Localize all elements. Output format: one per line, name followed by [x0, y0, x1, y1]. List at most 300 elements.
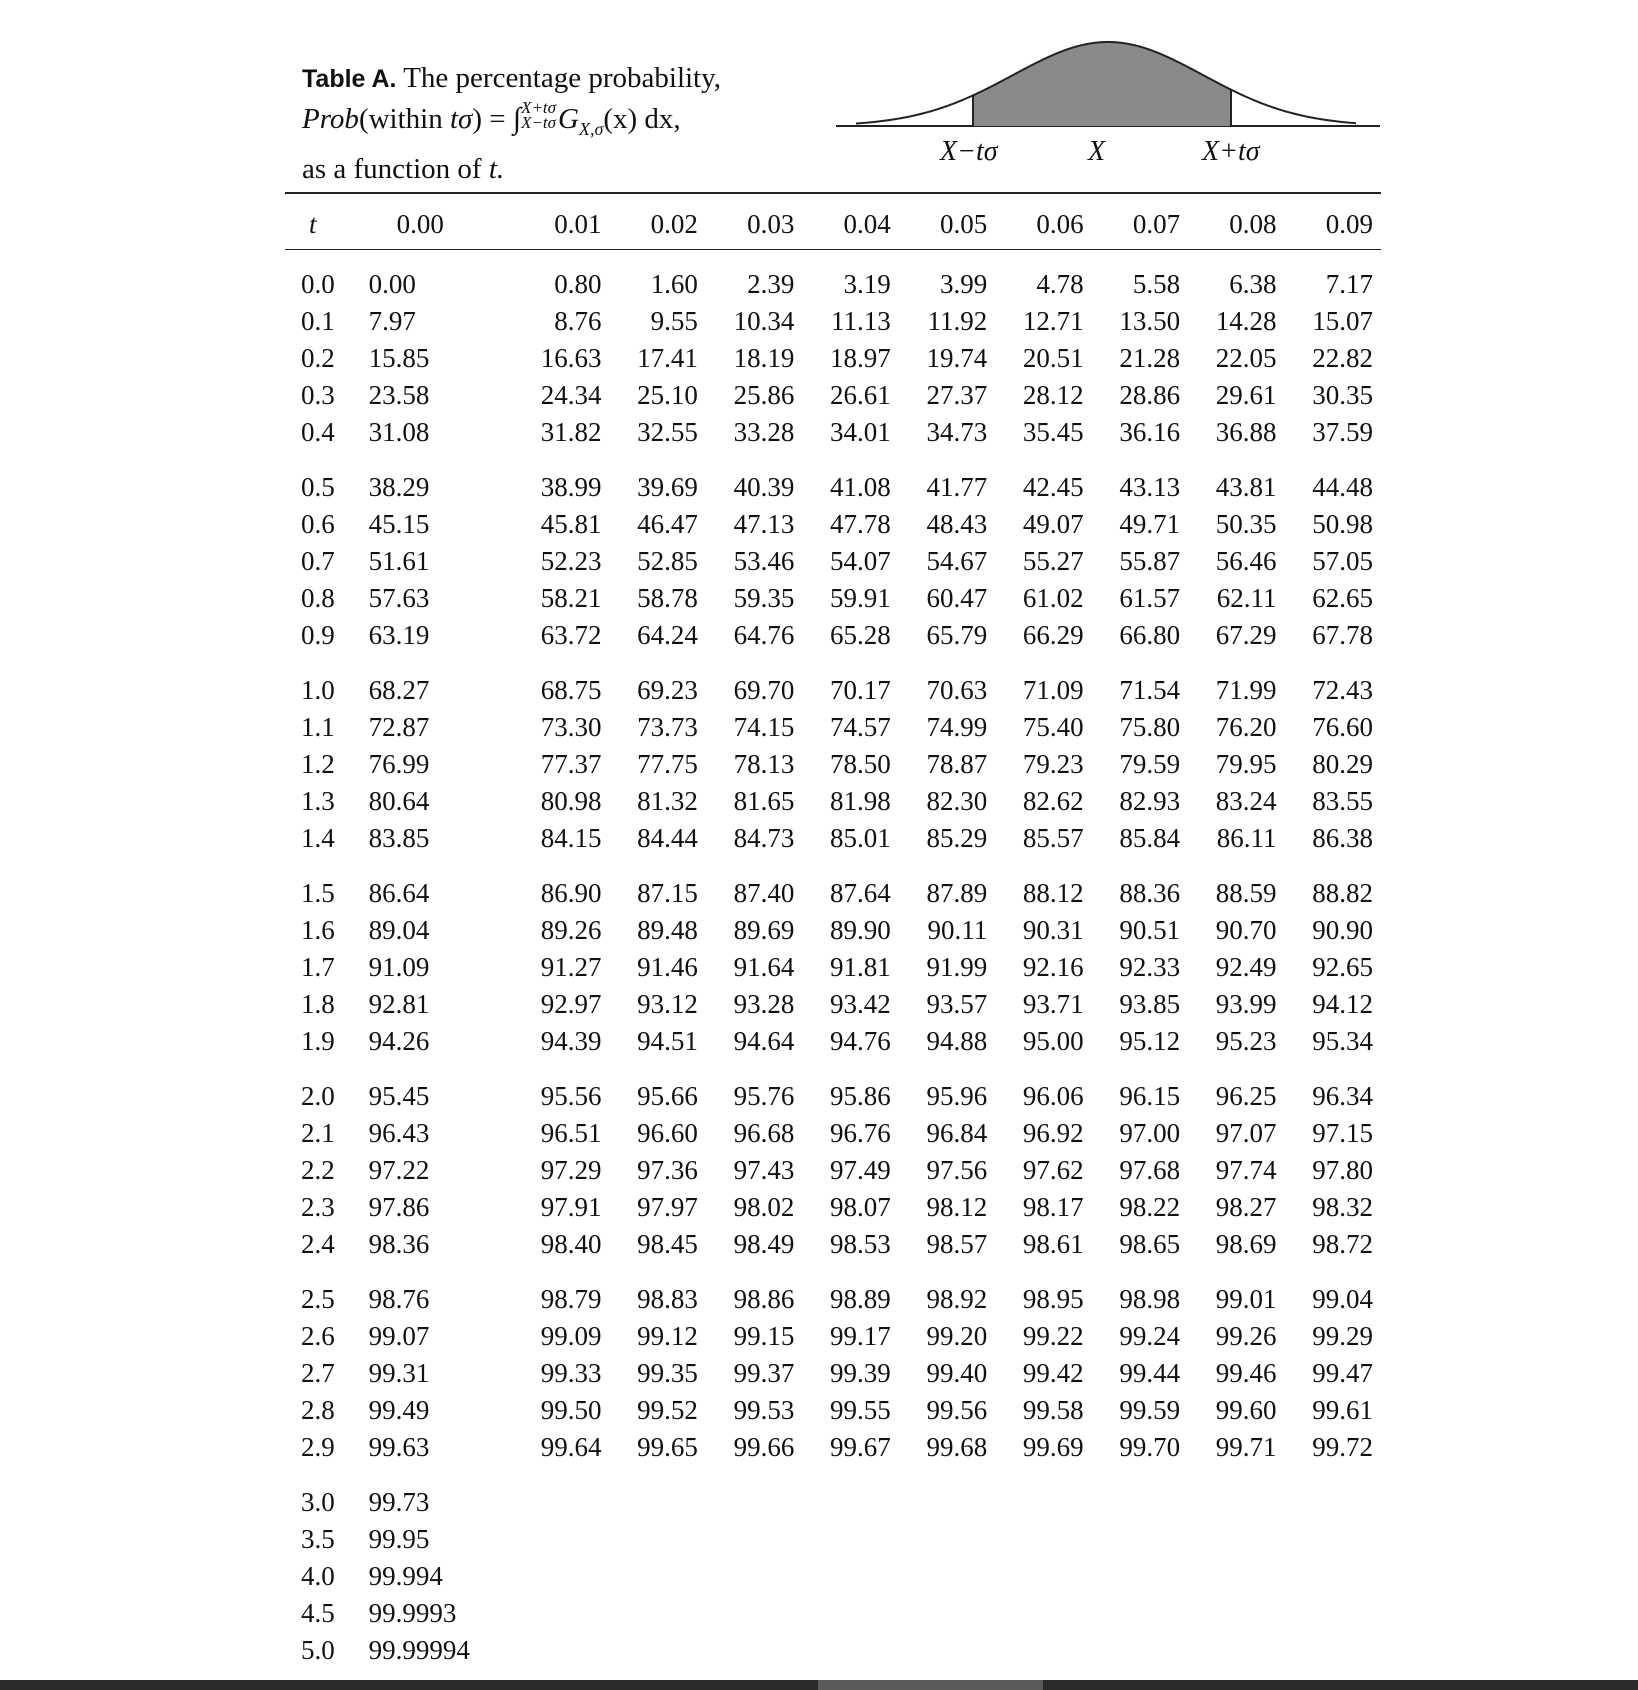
header-cell: 0.09	[1325, 208, 1373, 239]
prob-cell: 67.29	[1215, 620, 1277, 650]
prob-cell: 98.45	[637, 1229, 698, 1259]
t-value-cell: 0.0	[301, 269, 335, 299]
prob-cell	[802, 1484, 898, 1521]
prob-cell: 77.37	[540, 749, 602, 779]
prob-cell: 98.89	[830, 1284, 891, 1314]
prob-cell: 8.76	[554, 306, 602, 336]
prob-cell: 94.12	[1312, 989, 1373, 1019]
spacer-cell	[285, 654, 1381, 672]
table-caption	[302, 58, 721, 189]
prob-cell: 97.97	[637, 1192, 698, 1222]
t-value-cell: 1.1	[301, 712, 335, 742]
prob-cell: 88.59	[1215, 878, 1277, 908]
t-value-cell: 0.9	[301, 620, 335, 650]
prob-cell: 47.13	[733, 509, 795, 539]
prob-cell: 79.59	[1119, 749, 1181, 779]
prob-cell: 18.97	[830, 343, 891, 373]
prob-cell: 83.24	[1215, 786, 1277, 816]
prob-cell: 93.12	[637, 989, 698, 1019]
prob-cell: 54.67	[926, 546, 988, 576]
prob-cell: 50.35	[1215, 509, 1277, 539]
prob-cell: 15.85	[368, 343, 430, 373]
prob-cell	[1285, 1632, 1381, 1669]
prob-cell: 64.76	[733, 620, 795, 650]
prob-cell: 12.71	[1022, 306, 1084, 336]
prob-cell: 99.44	[1119, 1358, 1181, 1388]
prob-cell: 72.87	[368, 712, 430, 742]
prob-cell: 95.96	[926, 1081, 988, 1111]
prob-cell: 49.71	[1119, 509, 1181, 539]
prob-cell: 90.51	[1119, 915, 1181, 945]
prob-cell	[995, 1521, 1091, 1558]
prob-cell: 93.99	[1215, 989, 1277, 1019]
prob-cell: 48.43	[926, 509, 988, 539]
prob-cell: 99.33	[540, 1358, 602, 1388]
formula-integrand-rest: (x) dx,	[603, 103, 681, 135]
table-row	[285, 1189, 1381, 1226]
prob-cell	[899, 1521, 995, 1558]
table-row	[285, 1115, 1381, 1152]
prob-cell: 94.26	[368, 1026, 430, 1056]
table-row	[285, 1632, 1381, 1669]
prob-cell: 42.45	[1022, 472, 1084, 502]
prob-cell	[513, 1632, 609, 1669]
prob-cell: 99.58	[1022, 1395, 1084, 1425]
prob-cell: 78.50	[830, 749, 891, 779]
prob-cell: 99.17	[830, 1321, 891, 1351]
table-row	[285, 1595, 1381, 1632]
prob-cell: 74.57	[830, 712, 891, 742]
prob-cell: 94.39	[540, 1026, 602, 1056]
prob-cell: 99.42	[1022, 1358, 1084, 1388]
prob-cell: 97.62	[1022, 1155, 1084, 1185]
table-row	[285, 875, 1381, 912]
prob-cell: 96.84	[926, 1118, 988, 1148]
t-value-cell: 2.3	[301, 1192, 335, 1222]
prob-cell: 92.33	[1119, 952, 1181, 982]
caption-text-3: as a function of	[302, 152, 489, 185]
prob-cell	[513, 1484, 609, 1521]
table-row	[285, 377, 1381, 414]
prob-cell	[899, 1632, 995, 1669]
t-value-cell: 1.3	[301, 786, 335, 816]
prob-cell: 87.64	[830, 878, 891, 908]
prob-cell: 0.00	[368, 269, 416, 299]
prob-cell: 96.76	[830, 1118, 891, 1148]
header-cell: 0.02	[650, 208, 698, 239]
prob-cell: 99.59	[1119, 1395, 1181, 1425]
shaded-area	[973, 42, 1231, 126]
prob-cell: 9.55	[650, 306, 698, 336]
table-row	[285, 1023, 1381, 1060]
prob-cell	[1188, 1632, 1284, 1669]
prob-cell: 97.29	[540, 1155, 602, 1185]
spacer-row	[285, 654, 1381, 672]
prob-cell	[609, 1521, 705, 1558]
prob-cell: 96.68	[733, 1118, 795, 1148]
prob-cell	[995, 1558, 1091, 1595]
prob-cell: 71.99	[1215, 675, 1277, 705]
prob-cell: 96.92	[1022, 1118, 1084, 1148]
table-row	[285, 1281, 1381, 1318]
prob-cell: 7.17	[1325, 269, 1373, 299]
prob-cell	[609, 1484, 705, 1521]
prob-cell: 99.20	[926, 1321, 988, 1351]
prob-cell	[995, 1595, 1091, 1632]
prob-cell: 21.28	[1119, 343, 1181, 373]
prob-cell: 98.32	[1312, 1192, 1373, 1222]
prob-cell: 95.45	[368, 1081, 430, 1111]
caption-line-3	[302, 149, 721, 189]
prob-cell	[1188, 1521, 1284, 1558]
prob-cell: 99.40	[926, 1358, 988, 1388]
prob-cell: 97.22	[368, 1155, 430, 1185]
table-row	[285, 1355, 1381, 1392]
prob-cell: 55.27	[1022, 546, 1084, 576]
t-value-cell: 2.6	[301, 1321, 335, 1351]
prob-cell: 82.30	[926, 786, 988, 816]
prob-cell: 73.30	[540, 712, 602, 742]
header-cell: 0.01	[554, 208, 602, 239]
label-x-plus-tsigma: X+tσ	[1202, 136, 1260, 167]
prob-cell: 58.78	[637, 583, 698, 613]
prob-cell: 98.36	[368, 1229, 430, 1259]
prob-cell: 74.99	[926, 712, 988, 742]
prob-cell: 98.92	[926, 1284, 988, 1314]
prob-cell: 11.13	[831, 306, 891, 336]
prob-cell: 53.46	[733, 546, 795, 576]
prob-cell: 99.67	[830, 1432, 891, 1462]
prob-cell: 81.98	[830, 786, 891, 816]
prob-cell: 96.51	[540, 1118, 602, 1148]
prob-cell	[1188, 1595, 1284, 1632]
prob-cell: 10.34	[733, 306, 795, 336]
prob-cell: 82.93	[1119, 786, 1181, 816]
prob-cell: 59.91	[830, 583, 891, 613]
prob-cell	[1092, 1595, 1188, 1632]
prob-cell: 28.86	[1119, 380, 1181, 410]
header-cell: 0.07	[1132, 208, 1181, 239]
prob-cell: 64.24	[637, 620, 698, 650]
prob-cell: 99.68	[926, 1432, 988, 1462]
prob-cell	[609, 1595, 705, 1632]
table-row	[285, 1078, 1381, 1115]
prob-cell: 99.52	[637, 1395, 698, 1425]
prob-cell: 79.23	[1022, 749, 1084, 779]
prob-cell	[609, 1632, 705, 1669]
prob-cell: 71.54	[1119, 675, 1181, 705]
table-row	[285, 1392, 1381, 1429]
prob-cell	[802, 1521, 898, 1558]
prob-cell: 73.73	[637, 712, 698, 742]
prob-cell: 99.31	[368, 1358, 430, 1388]
prob-cell: 59.35	[733, 583, 795, 613]
prob-cell: 19.74	[926, 343, 988, 373]
prob-cell	[1092, 1558, 1188, 1595]
prob-cell: 99.70	[1119, 1432, 1181, 1462]
prob-cell: 99.12	[637, 1321, 698, 1351]
prob-cell: 97.43	[733, 1155, 795, 1185]
prob-cell: 29.61	[1215, 380, 1277, 410]
prob-cell: 99.37	[733, 1358, 795, 1388]
prob-cell: 87.15	[637, 878, 698, 908]
prob-cell: 22.82	[1312, 343, 1373, 373]
prob-cell: 80.29	[1312, 749, 1373, 779]
prob-cell: 43.13	[1119, 472, 1181, 502]
prob-cell: 11.92	[927, 306, 988, 336]
t-value-cell: 0.8	[301, 583, 335, 613]
prob-cell	[995, 1632, 1091, 1669]
prob-cell: 98.27	[1215, 1192, 1277, 1222]
prob-cell: 99.61	[1312, 1395, 1373, 1425]
t-value-cell: 2.2	[301, 1155, 335, 1185]
bottom-bar	[0, 1680, 1638, 1690]
table-body	[285, 196, 1381, 1669]
spacer-cell	[285, 451, 1381, 469]
prob-cell: 98.76	[368, 1284, 430, 1314]
prob-cell: 99.99994	[368, 1635, 470, 1665]
probability-table	[285, 196, 1381, 1669]
prob-cell: 99.35	[637, 1358, 698, 1388]
t-value-cell: 1.2	[301, 749, 335, 779]
spacer-cell	[285, 1263, 1381, 1281]
prob-cell: 99.994	[368, 1561, 443, 1591]
prob-cell: 7.97	[368, 306, 416, 336]
t-value-cell: 5.0	[301, 1635, 335, 1665]
prob-cell: 99.46	[1215, 1358, 1277, 1388]
prob-cell: 98.53	[830, 1229, 891, 1259]
table-row	[285, 506, 1381, 543]
prob-cell: 92.97	[540, 989, 602, 1019]
prob-cell: 37.59	[1312, 417, 1373, 447]
prob-cell: 71.09	[1022, 675, 1084, 705]
prob-cell	[1188, 1558, 1284, 1595]
prob-cell: 99.15	[733, 1321, 795, 1351]
prob-cell: 76.60	[1312, 712, 1373, 742]
prob-cell	[802, 1632, 898, 1669]
prob-cell: 52.23	[540, 546, 602, 576]
prob-cell: 98.95	[1022, 1284, 1084, 1314]
prob-cell: 33.28	[733, 417, 795, 447]
t-value-cell: 0.4	[301, 417, 335, 447]
prob-cell: 97.07	[1215, 1118, 1277, 1148]
prob-cell: 57.05	[1312, 546, 1373, 576]
prob-cell: 93.42	[830, 989, 891, 1019]
table-row	[285, 340, 1381, 377]
t-value-cell: 1.0	[301, 675, 335, 705]
header-cell: 0.05	[939, 208, 988, 239]
t-value-cell: 3.0	[301, 1487, 335, 1517]
prob-cell: 97.36	[637, 1155, 698, 1185]
prob-cell: 49.07	[1022, 509, 1084, 539]
prob-cell	[1092, 1632, 1188, 1669]
prob-cell: 96.25	[1215, 1081, 1277, 1111]
prob-cell: 77.75	[637, 749, 698, 779]
prob-cell: 78.87	[926, 749, 988, 779]
bottom-bar-segment	[818, 1680, 1043, 1690]
prob-cell: 91.81	[830, 952, 891, 982]
prob-cell: 85.84	[1119, 823, 1181, 853]
prob-cell: 89.48	[637, 915, 698, 945]
prob-cell: 89.90	[830, 915, 891, 945]
prob-cell: 3.19	[843, 269, 891, 299]
prob-cell: 93.57	[926, 989, 988, 1019]
prob-cell: 5.58	[1132, 269, 1181, 299]
prob-cell: 81.32	[637, 786, 698, 816]
prob-cell: 74.15	[733, 712, 795, 742]
table-row	[285, 783, 1381, 820]
prob-cell: 91.09	[368, 952, 430, 982]
t-value-cell: 0.1	[301, 306, 335, 336]
prob-cell: 95.56	[540, 1081, 602, 1111]
prob-cell: 99.56	[926, 1395, 988, 1425]
prob-cell: 61.57	[1119, 583, 1181, 613]
table-row	[285, 580, 1381, 617]
prob-cell: 23.58	[368, 380, 430, 410]
top-rule	[285, 192, 1381, 194]
prob-cell: 99.72	[1312, 1432, 1373, 1462]
t-value-cell: 4.5	[301, 1598, 335, 1628]
prob-cell: 24.34	[540, 380, 602, 410]
prob-cell: 97.15	[1312, 1118, 1373, 1148]
prob-cell: 98.49	[733, 1229, 795, 1259]
t-value-cell: 0.2	[301, 343, 335, 373]
prob-cell: 97.56	[926, 1155, 988, 1185]
prob-cell: 17.41	[637, 343, 698, 373]
prob-cell: 98.61	[1022, 1229, 1084, 1259]
prob-cell: 85.57	[1022, 823, 1084, 853]
prob-cell: 96.60	[637, 1118, 698, 1148]
prob-cell: 98.12	[926, 1192, 988, 1222]
prob-cell: 16.63	[540, 343, 602, 373]
prob-cell: 99.64	[540, 1432, 602, 1462]
prob-cell: 80.64	[368, 786, 430, 816]
prob-cell: 51.61	[368, 546, 430, 576]
prob-cell: 90.31	[1022, 915, 1084, 945]
prob-cell: 96.15	[1119, 1081, 1181, 1111]
prob-cell: 84.73	[733, 823, 795, 853]
prob-cell: 27.37	[926, 380, 988, 410]
prob-cell: 98.22	[1119, 1192, 1181, 1222]
prob-cell: 44.48	[1312, 472, 1373, 502]
prob-cell: 14.28	[1215, 306, 1277, 336]
table-row	[285, 1484, 1381, 1521]
prob-cell: 81.65	[733, 786, 795, 816]
prob-cell: 68.75	[540, 675, 602, 705]
prob-cell	[706, 1484, 802, 1521]
table-row	[285, 543, 1381, 580]
prob-cell: 98.69	[1215, 1229, 1277, 1259]
prob-cell: 38.29	[368, 472, 430, 502]
t-value-cell: 2.9	[301, 1432, 335, 1462]
table-row	[285, 1226, 1381, 1263]
formula-integrand: G	[558, 103, 579, 135]
prob-cell: 91.99	[926, 952, 988, 982]
prob-cell	[802, 1595, 898, 1632]
prob-cell: 99.71	[1215, 1432, 1277, 1462]
prob-cell: 39.69	[637, 472, 698, 502]
prob-cell: 88.36	[1119, 878, 1181, 908]
t-value-cell: 1.5	[301, 878, 335, 908]
prob-cell: 38.99	[540, 472, 602, 502]
prob-cell: 34.73	[926, 417, 988, 447]
prob-cell: 97.74	[1215, 1155, 1277, 1185]
prob-cell: 70.17	[830, 675, 891, 705]
prob-cell: 95.34	[1312, 1026, 1373, 1056]
prob-cell: 91.46	[637, 952, 698, 982]
header-cell: 0.00	[396, 208, 444, 239]
prob-cell: 13.50	[1119, 306, 1181, 336]
prob-cell: 99.07	[368, 1321, 430, 1351]
prob-cell: 35.45	[1022, 417, 1084, 447]
prob-cell	[706, 1558, 802, 1595]
prob-cell: 90.11	[927, 915, 988, 945]
prob-cell: 98.83	[637, 1284, 698, 1314]
prob-cell	[706, 1595, 802, 1632]
t-value-cell: 0.7	[301, 546, 335, 576]
prob-cell: 0.80	[554, 269, 602, 299]
lower-limit: X−tσ	[521, 113, 557, 133]
label-x-minus-tsigma: X−tσ	[940, 136, 998, 167]
prob-cell: 56.46	[1215, 546, 1277, 576]
prob-cell: 97.80	[1312, 1155, 1373, 1185]
t-value-cell: 1.8	[301, 989, 335, 1019]
prob-cell: 93.85	[1119, 989, 1181, 1019]
prob-cell: 95.23	[1215, 1026, 1277, 1056]
t-value-cell: 3.5	[301, 1524, 335, 1554]
formula-prob: Prob	[302, 103, 359, 135]
prob-cell: 28.12	[1022, 380, 1084, 410]
prob-cell	[1285, 1521, 1381, 1558]
prob-cell: 98.40	[540, 1229, 602, 1259]
prob-cell: 90.90	[1312, 915, 1373, 945]
prob-cell: 98.17	[1022, 1192, 1084, 1222]
prob-cell	[1285, 1484, 1381, 1521]
t-value-cell: 2.8	[301, 1395, 335, 1425]
prob-cell: 31.82	[540, 417, 602, 447]
prob-cell: 69.70	[733, 675, 795, 705]
prob-cell: 61.02	[1022, 583, 1084, 613]
prob-cell: 91.27	[540, 952, 602, 982]
prob-cell: 92.65	[1312, 952, 1373, 982]
prob-cell: 99.04	[1312, 1284, 1373, 1314]
t-value-cell: 4.0	[301, 1561, 335, 1591]
prob-cell	[706, 1632, 802, 1669]
prob-cell: 98.65	[1119, 1229, 1181, 1259]
table-row	[285, 414, 1381, 451]
prob-cell: 97.00	[1119, 1118, 1181, 1148]
table-row	[285, 469, 1381, 506]
prob-cell	[513, 1558, 609, 1595]
prob-cell: 30.35	[1312, 380, 1373, 410]
prob-cell: 92.49	[1215, 952, 1277, 982]
table-row	[285, 986, 1381, 1023]
upper-limit: X+tσ	[521, 98, 557, 118]
header-cell: 0.08	[1229, 208, 1277, 239]
header-cell: 0.04	[843, 208, 891, 239]
prob-cell: 75.80	[1119, 712, 1181, 742]
t-value-cell: 2.0	[301, 1081, 335, 1111]
prob-cell: 95.76	[733, 1081, 795, 1111]
t-value-cell: 2.7	[301, 1358, 335, 1388]
prob-cell: 86.11	[1216, 823, 1277, 853]
prob-cell: 98.86	[733, 1284, 795, 1314]
prob-cell: 97.86	[368, 1192, 430, 1222]
prob-cell: 65.79	[926, 620, 988, 650]
table-row	[285, 672, 1381, 709]
prob-cell	[899, 1558, 995, 1595]
table-row	[285, 617, 1381, 654]
